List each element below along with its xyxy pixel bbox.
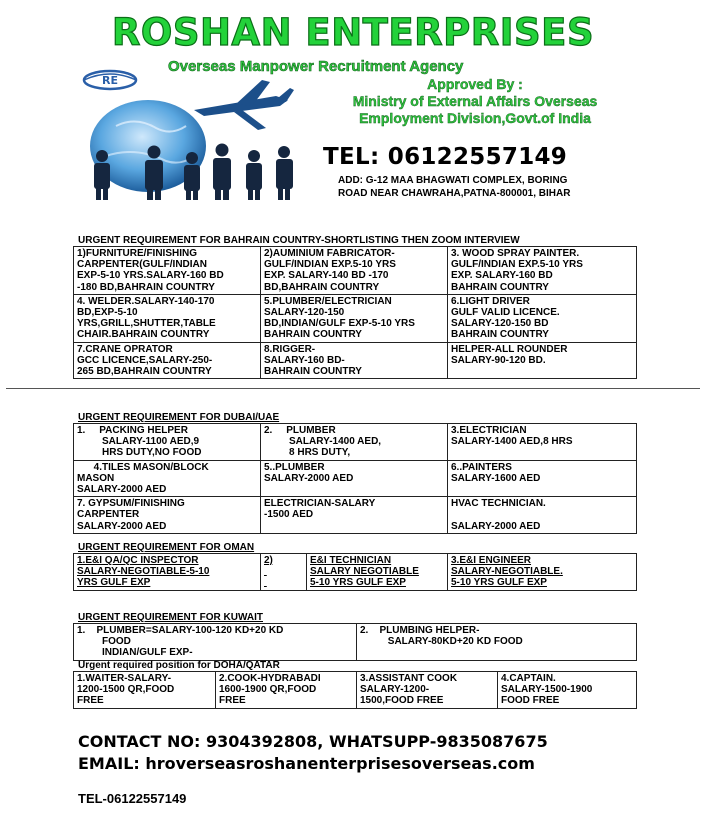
- logo-text: RE: [102, 74, 118, 87]
- job-cell: [261, 247, 448, 295]
- job-cell: [448, 424, 637, 461]
- qatar-jobs-table: [73, 671, 637, 709]
- job-line: SALARY-1200-: [360, 684, 430, 696]
- job-line: SALARY-160 BD-: [264, 354, 345, 366]
- job-line: BD,INDIAN/GULF EXP-5-10 YRS: [264, 318, 415, 330]
- job-line: BAHRAIN COUNTRY: [264, 329, 362, 341]
- job-line: HELPER-ALL ROUNDER: [451, 343, 568, 355]
- job-line: EXP. SALARY-160 BD: [451, 270, 553, 282]
- job-line: 2): [264, 555, 273, 566]
- table-row: [74, 247, 637, 295]
- job-line: BAHRAIN COUNTRY: [451, 281, 549, 293]
- job-line: 5.PLUMBER/ELECTRICIAN: [264, 295, 392, 307]
- job-line: FREE: [77, 695, 104, 707]
- job-line: 3. WOOD SPRAY PAINTER.: [451, 248, 580, 259]
- job-line: SALARY-1400 AED,: [264, 436, 382, 448]
- hero-illustration: [76, 66, 320, 200]
- job-line: GULF/INDIAN EXP.5-10 YRS: [264, 259, 396, 271]
- job-cell: [74, 624, 357, 661]
- job-line: FOOD: [77, 636, 131, 648]
- section-title-oman: URGENT REQUIREMENT FOR OMAN: [78, 542, 255, 553]
- job-cell: [261, 294, 448, 342]
- header-telephone: TEL: 06122557149: [323, 144, 568, 170]
- job-cell: [261, 497, 448, 534]
- table-row: [74, 460, 637, 497]
- job-cell: [216, 672, 357, 709]
- job-line: 1600-1900 QR,FOOD: [219, 684, 317, 696]
- job-line: SALARY-90-120 BD.: [451, 354, 546, 366]
- job-line: 5-10 YRS GULF EXP: [451, 577, 547, 589]
- job-cell: [74, 554, 261, 591]
- job-line: E&I TECHNICIAN: [310, 555, 392, 566]
- job-line: 2. PLUMBING HELPER-: [360, 625, 480, 636]
- job-cell: [74, 497, 261, 534]
- approval-line: Approved By :: [427, 76, 523, 92]
- contact-numbers: CONTACT NO: 9304392808, WHATSUPP-9835087675: [78, 732, 548, 751]
- job-line: EXP. SALARY-140 BD -170: [264, 270, 389, 282]
- job-cell: [261, 342, 448, 379]
- job-line: 3.ELECTRICIAN: [451, 425, 527, 436]
- job-line: CARPENTER(GULF/INDIAN: [77, 259, 207, 271]
- job-line: SALARY-1400 AED,8 HRS: [451, 436, 573, 448]
- job-line: FOOD FREE: [501, 695, 560, 707]
- table-row: [74, 342, 637, 379]
- job-cell: [74, 672, 216, 709]
- job-cell: [74, 460, 261, 497]
- job-line: BAHRAIN COUNTRY: [264, 366, 362, 378]
- job-line: 1200-1500 QR,FOOD: [77, 684, 175, 696]
- table-row: [74, 554, 637, 591]
- job-line: SALARY-2000 AED: [451, 520, 541, 532]
- airplane-icon: [194, 80, 294, 130]
- job-line: YRS GULF EXP: [77, 577, 151, 589]
- job-line: 5..PLUMBER: [264, 461, 325, 473]
- job-cell: [261, 554, 307, 591]
- approval-line: Employment Division,Govt.of India: [359, 110, 591, 126]
- section-title-qatar: Urgent required position for DOHA/QATAR: [78, 660, 280, 671]
- job-line: 7.CRANE OPRATOR: [77, 343, 173, 355]
- job-cell: [448, 247, 637, 295]
- section-title-bahrain: URGENT REQUIREMENT FOR BAHRAIN COUNTRY-SHORTLISTING THEN ZOOM INTERVIEW: [78, 235, 520, 246]
- bahrain-jobs-table: [73, 246, 637, 379]
- job-line: 3.ASSISTANT COOK: [360, 673, 458, 684]
- job-line: 1.E&I QA/QC INSPECTOR: [77, 555, 199, 566]
- job-line: YRS,GRILL,SHUTTER,TABLE: [77, 318, 216, 330]
- job-cell: [307, 554, 448, 591]
- job-line: SALARY NEGOTIABLE: [310, 566, 419, 578]
- job-line: 6..PAINTERS: [451, 461, 512, 473]
- job-line: SALARY-120-150: [264, 307, 345, 319]
- logo-icon: [84, 71, 136, 89]
- job-line: 1. PACKING HELPER: [77, 425, 188, 436]
- job-cell: [261, 424, 448, 461]
- job-cell: [261, 460, 448, 497]
- job-line: GULF/INDIAN EXP.5-10 YRS: [451, 259, 583, 271]
- job-cell: [448, 460, 637, 497]
- job-line: SALARY-2000 AED: [77, 484, 167, 496]
- job-line: 4.TILES MASON/BLOCK: [77, 461, 209, 473]
- section-title-dubai: URGENT REQUIREMENT FOR DUBAI/UAE: [78, 412, 280, 423]
- job-line: MASON: [77, 472, 115, 484]
- job-cell: [448, 497, 637, 534]
- section-title-kuwait: URGENT REQUIREMENT FOR KUWAIT: [78, 612, 263, 623]
- job-cell: [448, 342, 637, 379]
- company-tagline: Overseas Manpower Recruitment Agency: [168, 58, 464, 75]
- job-line: BD,BAHRAIN COUNTRY: [264, 281, 380, 293]
- job-line: SALARY-1600 AED: [451, 472, 541, 484]
- job-line: HRS DUTY,NO FOOD: [77, 447, 202, 459]
- job-line: FREE: [219, 695, 246, 707]
- job-line: 8 HRS DUTY,: [264, 447, 351, 459]
- job-line: 1.WAITER-SALARY-: [77, 673, 172, 684]
- job-line: 265 BD,BAHRAIN COUNTRY: [77, 366, 212, 378]
- job-line: 6.LIGHT DRIVER: [451, 295, 530, 307]
- job-line: INDIAN/GULF EXP-: [77, 647, 193, 659]
- address-line: ROAD NEAR CHAWRAHA,PATNA-800001, BIHAR: [338, 188, 571, 199]
- job-line: ELECTRICIAN-SALARY: [264, 498, 376, 510]
- job-line: SALARY-120-150 BD: [451, 318, 549, 330]
- oman-jobs-table: [73, 553, 637, 591]
- job-cell: [498, 672, 637, 709]
- job-cell: [74, 342, 261, 379]
- section-divider: [6, 388, 700, 389]
- job-line: 2)AUMINIUM FABRICATOR-: [264, 248, 395, 259]
- job-line: SALARY-NEGOTIABLE-5-10: [77, 566, 210, 578]
- job-line: BD,EXP-5-10: [77, 307, 138, 319]
- table-row: [74, 497, 637, 534]
- contact-email[interactable]: EMAIL: hroverseasroshanenterprisesoverseas.com: [78, 754, 535, 773]
- table-row: [74, 624, 637, 661]
- job-cell: [357, 672, 498, 709]
- job-line: 4. WELDER.SALARY-140-170: [77, 295, 215, 307]
- job-line: 3.E&I ENGINEER: [451, 555, 532, 566]
- table-row: [74, 424, 637, 461]
- job-cell: [74, 424, 261, 461]
- job-cell: [357, 624, 637, 661]
- approval-block: [324, 76, 626, 127]
- job-line: SALARY-80KD+20 KD FOOD: [360, 636, 523, 648]
- job-line: GCC LICENCE,SALARY-250-: [77, 354, 213, 366]
- approval-line: Ministry of External Affairs Overseas: [352, 93, 598, 109]
- table-row: [74, 294, 637, 342]
- job-line: BAHRAIN COUNTRY: [451, 329, 549, 341]
- address-line: ADD: G-12 MAA BHAGWATI COMPLEX, BORING: [338, 175, 568, 186]
- job-line: GULF VALID LICENCE.: [451, 307, 560, 319]
- job-line: -1500 AED: [264, 509, 314, 521]
- job-cell: [448, 294, 637, 342]
- job-line: 4.CAPTAIN.: [501, 673, 556, 684]
- job-line: 1500,FOOD FREE: [360, 695, 444, 707]
- job-cell: [448, 554, 637, 591]
- job-line: [264, 577, 303, 588]
- job-line: 2. PLUMBER: [264, 425, 336, 436]
- job-line: 1)FURNITURE/FINISHING: [77, 248, 197, 259]
- job-line: SALARY-NEGOTIABLE.: [451, 566, 563, 578]
- job-line: 1. PLUMBER=SALARY-100-120 KD+20 KD: [77, 625, 284, 636]
- dubai-jobs-table: [73, 423, 637, 534]
- job-line: 8.RIGGER-: [264, 343, 316, 355]
- job-cell: [74, 247, 261, 295]
- job-line: SALARY-2000 AED: [264, 472, 354, 484]
- job-line: 2.COOK-HYDRABADI: [219, 673, 321, 684]
- footer-telephone: TEL-06122557149: [78, 791, 187, 806]
- job-line: CARPENTER: [77, 509, 140, 521]
- job-line: [451, 509, 633, 520]
- job-line: -180 BD,BAHRAIN COUNTRY: [77, 281, 215, 293]
- job-line: SALARY-1500-1900: [501, 684, 593, 696]
- job-line: 5-10 YRS GULF EXP: [310, 577, 406, 589]
- job-line: 7. GYPSUM/FINISHING: [77, 498, 185, 510]
- job-line: HVAC TECHNICIAN.: [451, 498, 546, 510]
- company-name: ROSHAN ENTERPRISES: [111, 11, 595, 54]
- job-line: CHAIR.BAHRAIN COUNTRY: [77, 329, 210, 341]
- office-address: [338, 174, 570, 200]
- kuwait-jobs-table: [73, 623, 637, 661]
- job-line: SALARY-1100 AED,9: [77, 436, 200, 448]
- job-line: EXP-5-10 YRS.SALARY-160 BD: [77, 270, 224, 282]
- job-cell: [74, 294, 261, 342]
- table-row: [74, 672, 637, 709]
- job-line: SALARY-2000 AED: [77, 520, 167, 532]
- job-line: [264, 566, 303, 577]
